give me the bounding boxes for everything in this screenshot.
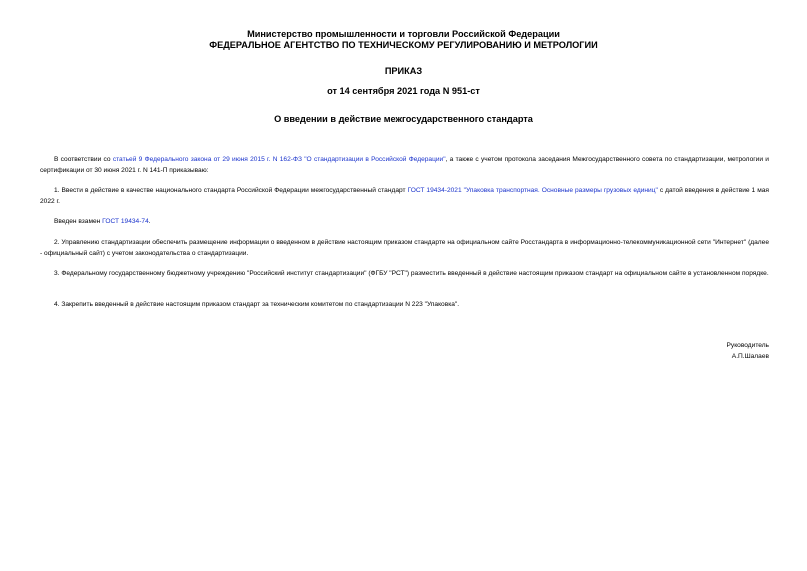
paragraph-replaced [40, 217, 769, 228]
paragraph-item-3: 3. Федеральному государственному бюджетному учреждению "Российский институт стандартизации" (ФГБУ "РСТ") разместить введенный в действие настоящим приказом стандарт на официальном сайте в установленном порядке. [54, 270, 769, 277]
agency-heading: ФЕДЕРАЛЬНОЕ АГЕНТСТВО ПО ТЕХНИЧЕСКОМУ РЕГУЛИРОВАНИЮ И МЕТРОЛОГИИ [209, 40, 598, 50]
item-1-suffix: с датой введения в действие 1 мая 2022 г. [40, 187, 769, 205]
doc-type-heading: ПРИКАЗ [384, 66, 423, 76]
signature-name: А.П.Шалаев [731, 353, 769, 360]
replaced-suffix: . [148, 218, 151, 225]
paragraph-item-1 [40, 186, 769, 207]
ministry-heading: Министерство промышленности и торговли Российской Федерации [247, 29, 560, 39]
subject-heading: О введении в действие межгосударственного стандарта [274, 114, 533, 124]
preamble-prefix: В соответствии со [54, 156, 113, 163]
replaced-prefix: Введен взамен [54, 218, 103, 225]
item-1-prefix: 1. Ввести в действие в качестве национального стандарта Российской Федерации межгосударственный стандарт [54, 187, 408, 194]
gost-19434-2021-link[interactable]: ГОСТ 19434-2021 "Упаковка транспортная. Основные размеры грузовых единиц" [407, 187, 658, 194]
paragraph-item-2: 2. Управлению стандартизации обеспечить размещение информации о введенном в действие настоящим приказом стандарте на официальном сайте Росстандарта в информационно-телекоммуникационной сети "Интернет" (далее - официальный сайт) с учетом законодательства о стандартизации. [40, 239, 769, 257]
law-article-link[interactable]: статьей 9 Федерального закона от 29 июня 2015 г. N 162-ФЗ "О стандартизации в Российской Федерации" [112, 156, 446, 163]
preamble-suffix: , а также с учетом протокола заседания Межгосударственного совета по стандартизации, метрологии и сертификации от 30 июня 2021 г. N 141-П приказываю: [40, 156, 769, 174]
paragraph-item-4: 4. Закрепить введенный в действие настоящим приказом стандарт за техническим комитетом по стандартизации N 223 "Упаковка". [54, 301, 460, 308]
date-number-heading: от 14 сентября 2021 года N 951-ст [327, 86, 480, 96]
gost-19434-74-link[interactable]: ГОСТ 19434-74 [102, 218, 149, 225]
paragraph-preamble [40, 155, 769, 176]
signature-title: Руководитель [726, 342, 769, 349]
